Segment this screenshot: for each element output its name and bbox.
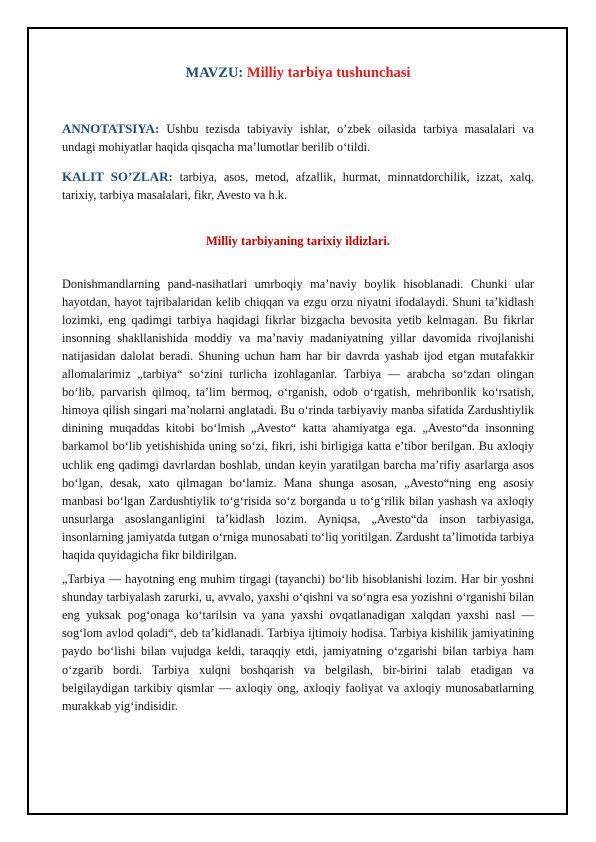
- document-title: [62, 64, 534, 82]
- body-paragraph-2: „Tarbiya — hayotning eng muhim tirgagi (tayanchi) bo‘lib hisoblanishi lozim. Har bir yoshni shunday tarbiyalash zarurki, u, avvalo, yaxshi o‘qishni va so‘ngra esa yozishni o‘rganishi bilan eng yuksak pog‘onaga ko‘tarilsin va yana yaxshi ovqatlanadigan xalqdan yaxshi nasl — sog‘lom avlod qoladi“, deb ta’kidlanadi. Tarbiya ijtimoiy hodisa. Tarbiya kishilik jamiyatining paydo bo‘lishi bilan vujudga keldi, taraqqiy etdi, jamiyatning o‘zgarishi bilan tarbiya ham o‘zgarib bordi. Tarbiya xulqni boshqarish va belgilash, bir-birini talab etadigan va belgilaydigan tarkibiy qismlar — axloqiy ong, axloqiy faoliyat va axloqiy munosabatlarning murakkab yig‘indisidir.: [62, 572, 534, 713]
- document-body: [62, 64, 534, 721]
- annotation-paragraph: [62, 120, 534, 156]
- title-label: MAVZU:: [185, 65, 244, 81]
- body-paragraph-1: Donishmandlarning pand-nasihatlari umrboqiy ma’naviy boylik hisoblanadi. Chunki ular hayotdan, hayot tajribalaridan kelib chiqqan va ezgu orzu niyatni ifodalaydi. Shuni ta’kidlash lozimki, eng qadimgi tarbiya haqidagi fikrlar bizgacha bevosita yetib kelmagan. Bu fikrlar insonning shakllanishida moddiy va ma’naviy madaniyatning yillar davomida rivojlanishi natijasidan dalolat beradi. Shuning uchun ham har bir davrda yashab ijod etgan mutafakkir allomalarimiz „tarbiya“ so‘zini turlicha izohlaganlar. Tarbiya — arabcha so‘zdan olingan bo‘lib, parvarish qilmoq, ta’lim bermoq, o‘rganish, odob o‘rgatish, mehribonlik ko‘rsatish, himoya qilish singari ma’nolarni anglatadi. Bu o‘rinda tarbiyaviy manba sifatida Zardushtiylik dinining muqaddas kitobi bo‘lmish „Avesto“ katta ahamiyatga ega. „Avesto“da insonning barkamol bo‘lib yetishishida uning so‘zi, fikri, ishi birligiga katta e’tibor berilgan. Bu axloqiy uchlik eng qadimgi davrlardan boshlab, undan keyin yaratilgan barcha ma’rifiy asarlarga asos bo‘lgan, desak, xato qilmagan bo‘lamiz. Mana shunga asosan, „Avesto“ning eng asosiy manbasi bo‘lgan Zardushtiylik to‘g‘risida so‘z borganda u to‘g‘rilik bilan yashash va axloqiy unsurlarga asoslanganligini ta’kidlash lozim. Ayniqsa, „Avesto“da inson tarbiyasiga, insonlarning jamiyatda tutgan o‘rniga munosabati to‘liq yoritilgan. Zardusht ta’limotida tarbiya haqida quyidagicha fikr bildirilgan.: [62, 276, 534, 562]
- keywords-label: KALIT SO’ZLAR:: [62, 169, 173, 185]
- section-heading: Milliy tarbiyaning tarixiy ildizlari.: [205, 234, 391, 249]
- keywords-paragraph: [62, 168, 534, 204]
- keywords-text: tarbiya, asos, metod, afzallik, hurmat, minnatdorchilik, izzat, xalq, tarixiy, tarbiya masalalari, fikr, Avesto va h.k.: [62, 170, 534, 203]
- title-topic: Milliy tarbiya tushunchasi: [246, 65, 411, 81]
- annotation-text: Ushbu tezisda tabiyaviy ishlar, o’zbek oilasida tarbiya masalalari va undagi mohiyatlar haqida qisqacha ma’lumotlar berilib o‘tildi.: [62, 122, 534, 155]
- annotation-label: ANNOTATSIYA:: [62, 121, 160, 137]
